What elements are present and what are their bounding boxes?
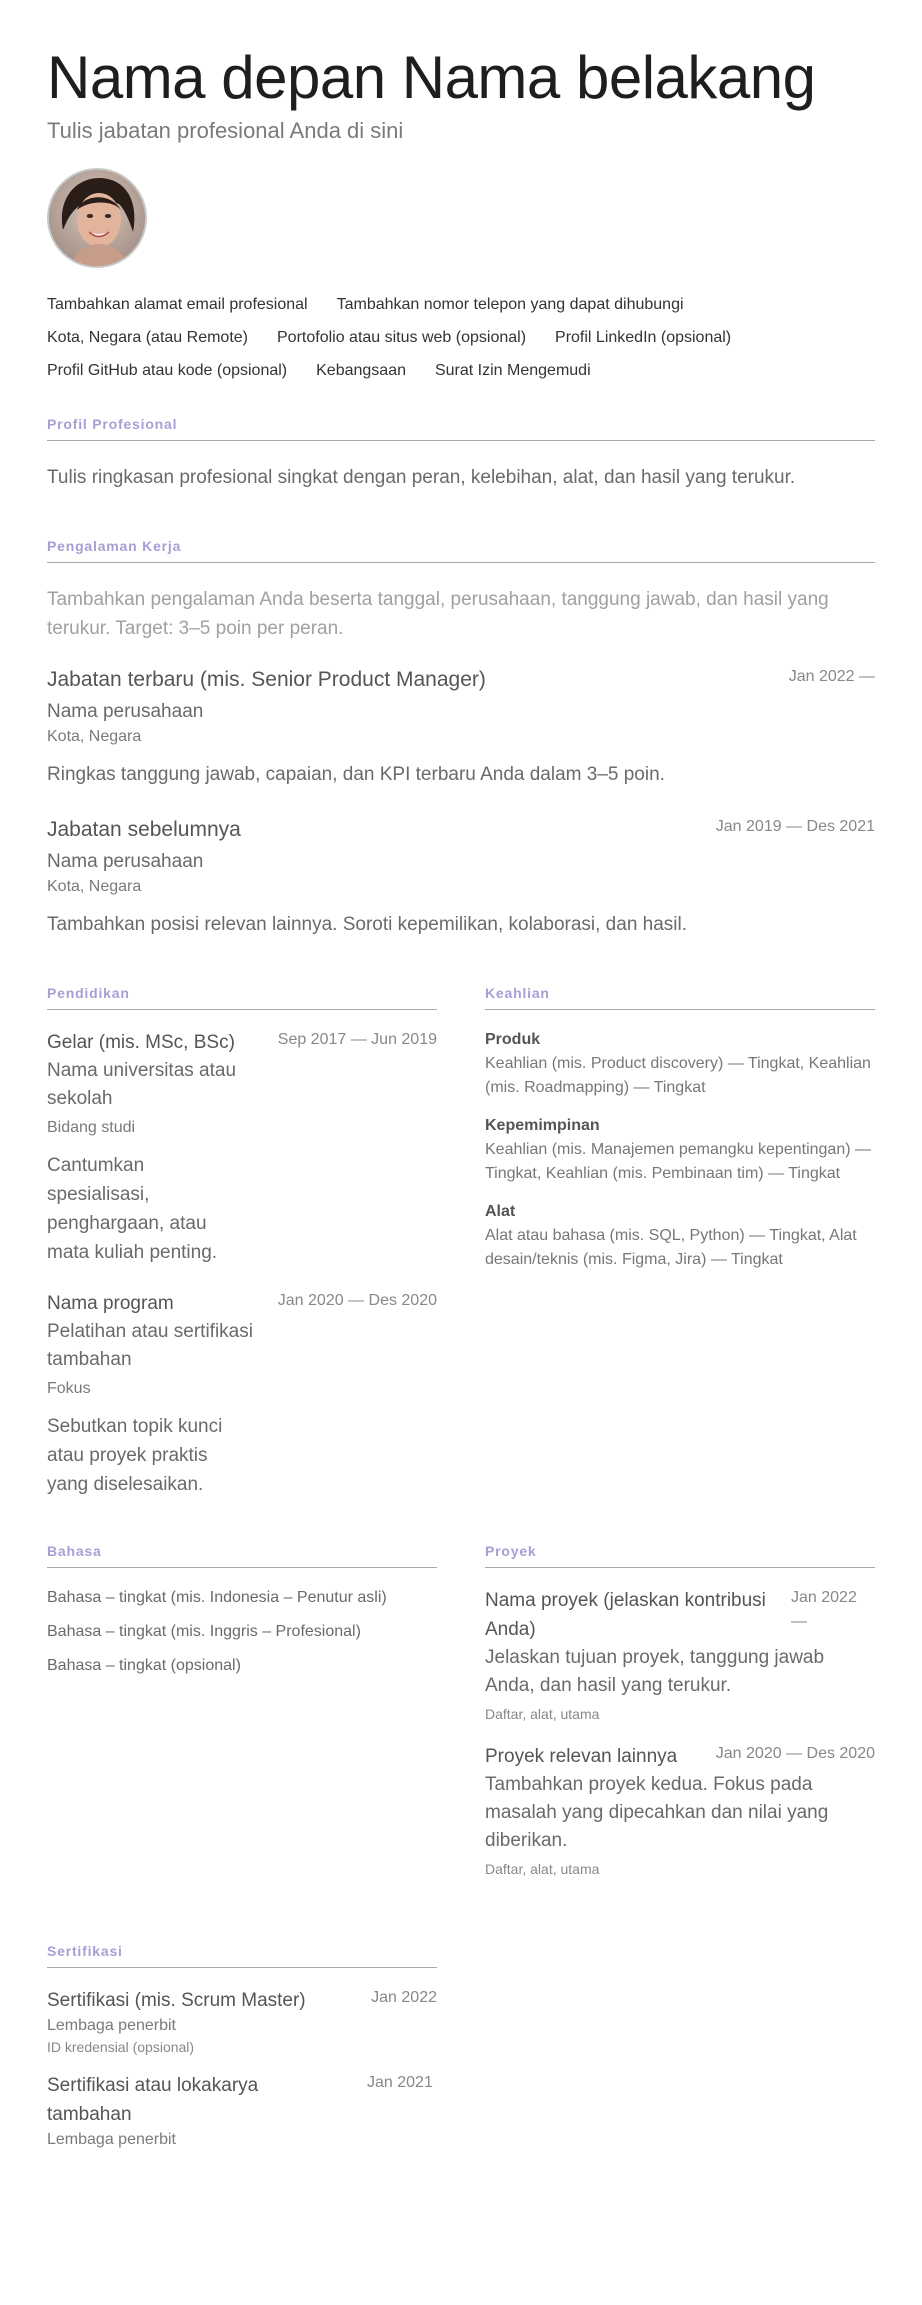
experience-section bbox=[47, 538, 875, 939]
projects-section bbox=[485, 1543, 875, 1879]
education-description: Cantumkan spesialisasi, penghargaan, atau mata kuliah penting. bbox=[47, 1155, 218, 1263]
profile-section bbox=[47, 416, 875, 492]
education-skills-row bbox=[47, 985, 875, 1499]
degree-title: Gelar (mis. MSc, BSc) bbox=[47, 1032, 235, 1053]
section-heading: Pendidikan bbox=[47, 985, 437, 1010]
contact-nationality: Kebangsaan bbox=[316, 362, 406, 379]
job-title: Tulis jabatan profesional Anda di sini bbox=[47, 118, 404, 143]
project-date: Jan 2022 — bbox=[791, 1589, 857, 1630]
skill-list: Keahlian (mis. Manajemen pemangku kepentingan) — Tingkat, Keahlian (mis. Pembinaan tim) — Tingkat bbox=[485, 1141, 871, 1182]
contact-portfolio: Portofolio atau situs web (opsional) bbox=[277, 329, 527, 346]
skill-list: Keahlian (mis. Product discovery) — Tingkat, Keahlian (mis. Roadmapping) — Tingkat bbox=[485, 1055, 871, 1096]
contact-row bbox=[47, 360, 875, 382]
profile-photo-icon bbox=[49, 170, 145, 266]
job-date: Jan 2022 — bbox=[788, 668, 875, 685]
full-name: Nama depan Nama belakang bbox=[47, 44, 816, 111]
education-date: Sep 2017 — Jun 2019 bbox=[277, 1031, 437, 1048]
languages-projects-row bbox=[47, 1543, 875, 1879]
skill-category: Produk bbox=[485, 1031, 541, 1048]
contact-email: Tambahkan alamat email profesional bbox=[47, 296, 308, 313]
skill-group bbox=[485, 1200, 875, 1272]
skills-section bbox=[485, 985, 875, 1499]
certification-issuer: Lembaga penerbit bbox=[47, 2017, 176, 2034]
education-item bbox=[47, 1028, 437, 1267]
company-name: Nama perusahaan bbox=[47, 701, 204, 722]
project-description: Jelaskan tujuan proyek, tanggung jawab Anda, dan hasil yang terukur. bbox=[485, 1647, 825, 1696]
experience-intro: Tambahkan pengalaman Anda beserta tanggal, perusahaan, tanggung jawab, dan hasil yang terukur. Target: 3–5 poin per peran. bbox=[47, 589, 829, 639]
certification-date: Jan 2021 bbox=[367, 2074, 433, 2091]
skill-category: Kepemimpinan bbox=[485, 1117, 600, 1134]
degree-title: Nama program bbox=[47, 1293, 174, 1314]
field-of-study: Bidang studi bbox=[47, 1119, 136, 1136]
skill-list: Alat atau bahasa (mis. SQL, Python) — Tingkat, Alat desain/teknis (mis. Figma, Jira) — Tingkat bbox=[485, 1227, 857, 1268]
job-description: Tambahkan posisi relevan lainnya. Soroti kepemilikan, kolaborasi, dan hasil. bbox=[47, 914, 688, 935]
education-description: Sebutkan topik kunci atau proyek praktis yang diselesaikan. bbox=[47, 1416, 223, 1495]
certification-date: Jan 2022 bbox=[371, 1989, 437, 2006]
contact-list bbox=[47, 294, 875, 382]
project-item bbox=[485, 1586, 875, 1724]
languages-section bbox=[47, 1543, 437, 1879]
language-item: Bahasa – tingkat (opsional) bbox=[47, 1657, 241, 1674]
field-of-study: Fokus bbox=[47, 1380, 91, 1397]
certification-item bbox=[47, 1986, 437, 2057]
project-title: Proyek relevan lainnya bbox=[485, 1746, 678, 1767]
contact-row bbox=[47, 294, 875, 316]
certifications-section bbox=[47, 1943, 437, 2151]
language-item: Bahasa – tingkat (mis. Indonesia – Penutur asli) bbox=[47, 1589, 387, 1606]
project-description: Tambahkan proyek kedua. Fokus pada masalah yang dipecahkan dan nilai yang diberikan. bbox=[485, 1774, 829, 1851]
job-title-entry: Jabatan sebelumnya bbox=[47, 818, 241, 841]
job-date: Jan 2019 — Des 2021 bbox=[715, 818, 875, 835]
project-tags: Daftar, alat, utama bbox=[485, 1706, 600, 1722]
section-heading: Keahlian bbox=[485, 985, 875, 1010]
certification-title: Sertifikasi atau lokakarya tambahan bbox=[47, 2075, 259, 2125]
certification-title: Sertifikasi (mis. Scrum Master) bbox=[47, 1990, 306, 2011]
section-heading: Profil Profesional bbox=[47, 416, 875, 441]
project-item bbox=[485, 1742, 875, 1879]
education-section bbox=[47, 985, 437, 1499]
job-description: Ringkas tanggung jawab, capaian, dan KPI terbaru Anda dalam 3–5 poin. bbox=[47, 764, 665, 785]
profile-summary: Tulis ringkasan profesional singkat dengan peran, kelebihan, alat, dan hasil yang terukur. bbox=[47, 467, 796, 488]
skill-group bbox=[485, 1114, 875, 1186]
credential-id: ID kredensial (opsional) bbox=[47, 2039, 195, 2055]
contact-driving-license: Surat Izin Mengemudi bbox=[434, 362, 591, 379]
education-item bbox=[47, 1289, 437, 1499]
experience-item bbox=[47, 665, 875, 789]
company-name: Nama perusahaan bbox=[47, 851, 204, 872]
institution-name: Pelatihan atau sertifikasi tambahan bbox=[47, 1321, 253, 1370]
section-heading: Proyek bbox=[485, 1543, 875, 1568]
section-heading: Sertifikasi bbox=[47, 1943, 437, 1968]
certification-issuer: Lembaga penerbit bbox=[47, 2131, 176, 2148]
education-date: Jan 2020 — Des 2020 bbox=[277, 1292, 437, 1309]
contact-linkedin: Profil LinkedIn (opsional) bbox=[555, 329, 732, 346]
project-title: Nama proyek (jelaskan kontribusi Anda) bbox=[485, 1590, 766, 1640]
contact-github: Profil GitHub atau kode (opsional) bbox=[47, 362, 288, 379]
project-tags: Daftar, alat, utama bbox=[485, 1861, 600, 1877]
section-heading: Bahasa bbox=[47, 1543, 437, 1568]
job-title-entry: Jabatan terbaru (mis. Senior Product Manager) bbox=[47, 668, 486, 691]
institution-name: Nama universitas atau sekolah bbox=[47, 1060, 237, 1109]
experience-item bbox=[47, 815, 875, 939]
language-item: Bahasa – tingkat (mis. Inggris – Profesional) bbox=[47, 1623, 361, 1640]
contact-location: Kota, Negara (atau Remote) bbox=[47, 329, 248, 346]
contact-row bbox=[47, 327, 875, 349]
skill-group bbox=[485, 1028, 875, 1100]
skill-category: Alat bbox=[485, 1203, 516, 1220]
section-heading: Pengalaman Kerja bbox=[47, 538, 875, 563]
job-location: Kota, Negara bbox=[47, 878, 142, 895]
certification-item bbox=[47, 2071, 437, 2151]
job-location: Kota, Negara bbox=[47, 728, 142, 745]
contact-phone: Tambahkan nomor telepon yang dapat dihubungi bbox=[336, 296, 684, 313]
avatar bbox=[47, 168, 147, 268]
project-date: Jan 2020 — Des 2020 bbox=[715, 1745, 875, 1762]
